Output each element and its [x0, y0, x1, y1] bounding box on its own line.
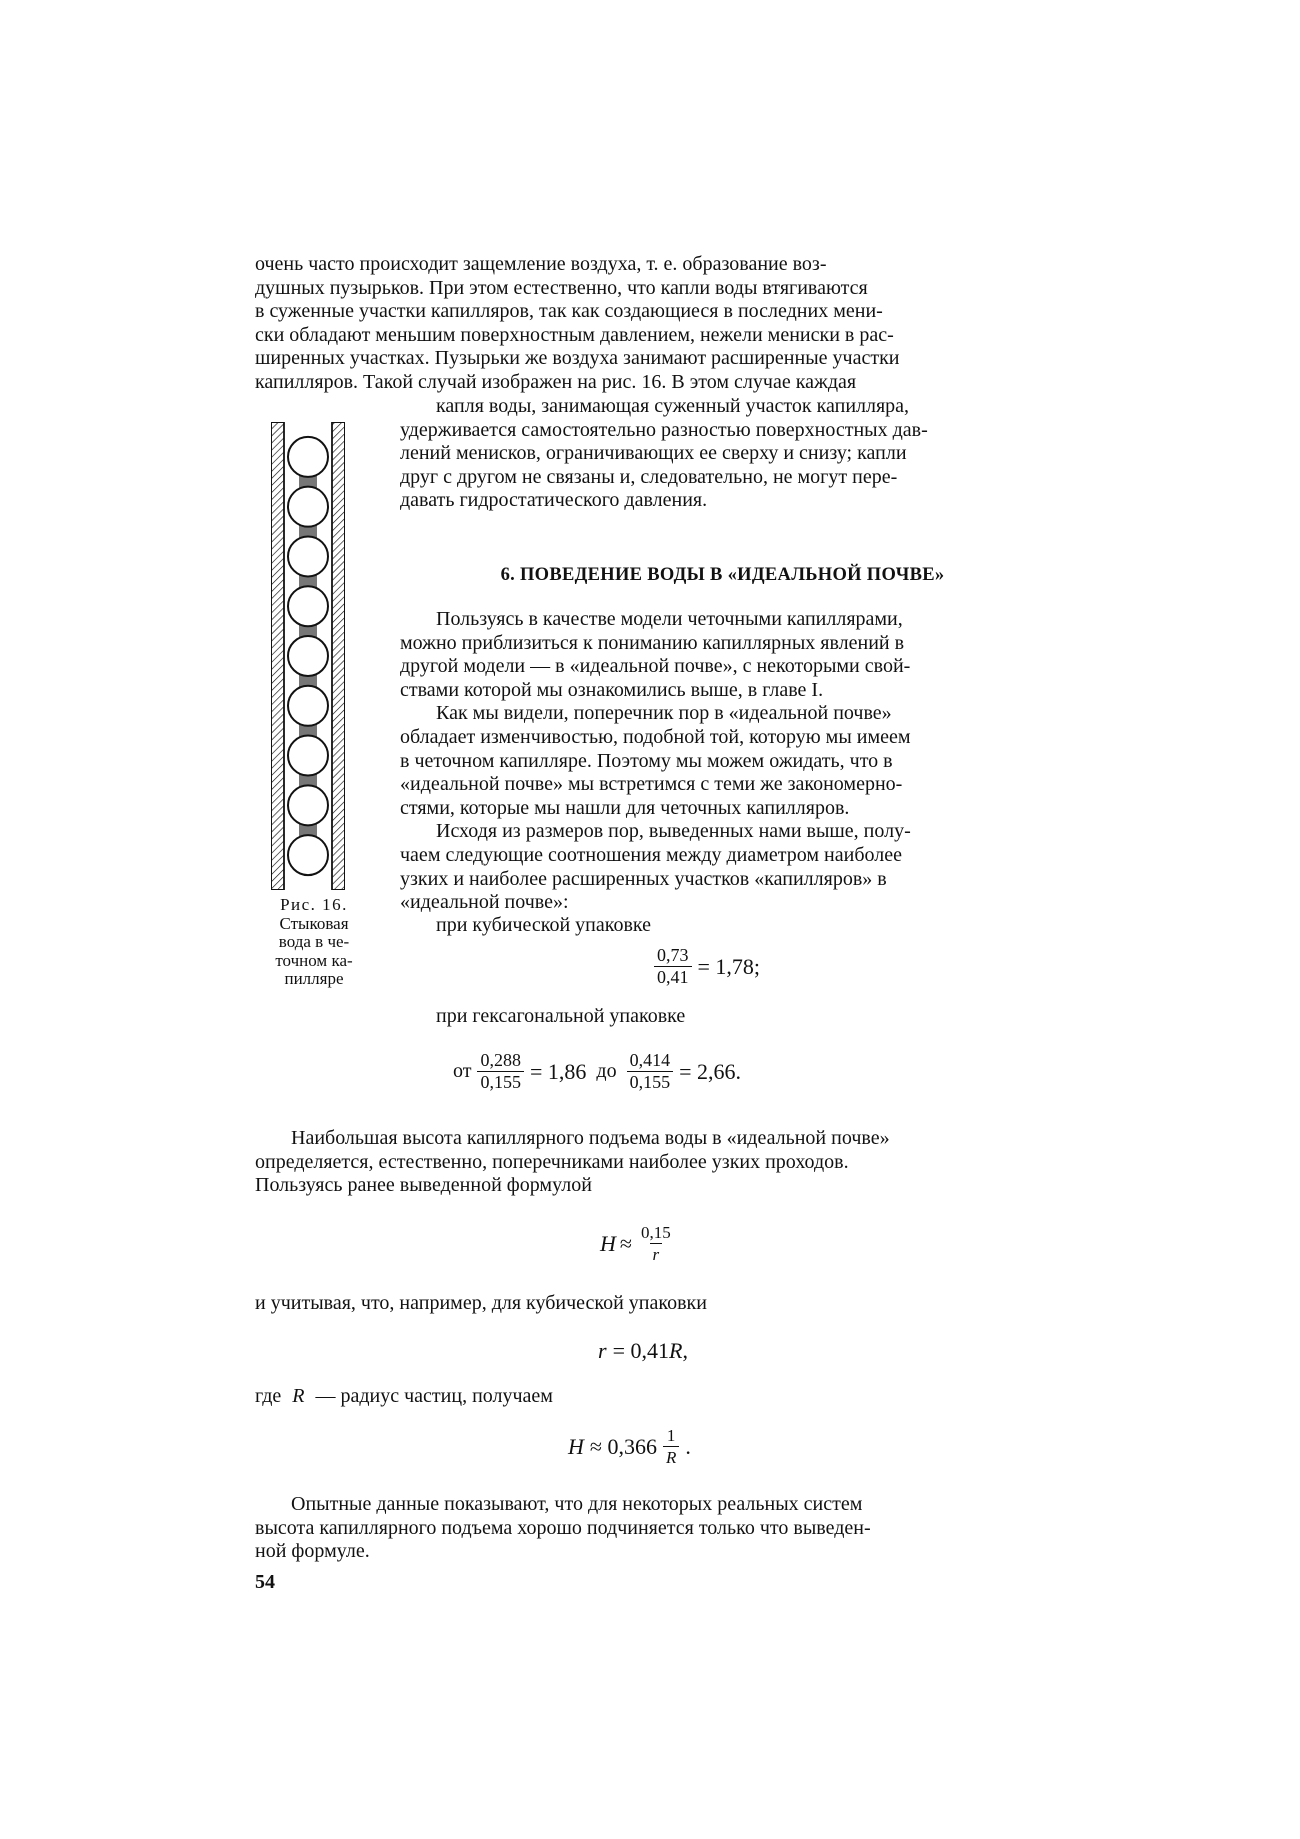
denominator: 0,155: [477, 1071, 524, 1093]
text-line: лений менисков, ограничивающих ее сверху и снизу; капли: [400, 442, 907, 465]
var-R: R: [292, 1385, 305, 1407]
caption-line: точном ка-: [275, 950, 353, 970]
text-line: удерживается самостоятельно разностью поверхностных дав-: [400, 418, 928, 441]
text-line: стями, которые мы нашли для четочных капилляров.: [400, 796, 850, 819]
caption-line: пилляре: [284, 969, 344, 988]
comma: ,: [682, 1338, 688, 1363]
text-line: капля воды, занимающая суженный участок капилляра,: [436, 395, 910, 417]
text-line: Как мы видели, поперечник пор в «идеальной почве»: [436, 702, 892, 725]
text-line: ной формуле.: [255, 1540, 370, 1563]
fraction: [654, 945, 692, 988]
approx-value: ≈ 0,366: [589, 1433, 657, 1459]
fraction: [477, 1050, 524, 1093]
fraction: [663, 1425, 679, 1468]
text-line: ски обладают меньшим поверхностным давлением, нежели мениски в рас-: [255, 323, 894, 346]
max-height-paragraph: [255, 1127, 1045, 1198]
text-line: Пользуясь ранее выведенной формулой: [255, 1174, 592, 1197]
numerator: 0,73: [657, 945, 689, 965]
denominator: 0,41: [654, 966, 692, 988]
result: = 1,86: [529, 1058, 587, 1084]
denominator: 0,155: [627, 1071, 674, 1093]
lhs: H: [600, 1230, 616, 1256]
var-R: R: [668, 1338, 683, 1363]
air-bubble: [288, 437, 328, 477]
considering-line: и учитывая, что, например, для кубической упаковки: [255, 1292, 707, 1314]
formula-height: [600, 1222, 680, 1265]
denominator: [663, 1446, 679, 1468]
top-paragraph: [255, 253, 1045, 395]
formula-hex: [453, 1050, 741, 1093]
text-line: можно приблизиться к пониманию капиллярных явлений в: [400, 631, 905, 654]
period: .: [685, 1433, 691, 1459]
text-line: Исходя из размеров пор, выведенных нами выше, полу-: [436, 820, 911, 843]
formula-height-final: [568, 1425, 691, 1468]
caption-line: вода в че-: [278, 932, 350, 951]
text-line: «идеальной почве» мы встретимся с теми же закономерно-: [400, 773, 903, 796]
text-line: очень часто происходит защемление воздуха, т. е. образование воз-: [255, 253, 827, 275]
text-line: душных пузырьков. При этом естественно, что капли воды втягиваются: [255, 276, 868, 299]
air-bubble: [288, 487, 328, 527]
approx-sign: ≈: [619, 1230, 632, 1256]
text-line: в четочном капилляре. Поэтому мы можем ожидать, что в: [400, 749, 893, 772]
numerator: 0,15: [640, 1223, 671, 1242]
to-word: до: [596, 1060, 617, 1082]
rhs: = 0,41: [612, 1338, 669, 1363]
cubic-label: при кубической упаковке: [436, 914, 651, 936]
text-line: узких и наиболее расширенных участков «капилляров» в: [400, 867, 887, 890]
text-line: давать гидростатического давления.: [400, 489, 708, 512]
denominator: [650, 1243, 663, 1265]
fraction: [638, 1222, 674, 1265]
text-line: высота капиллярного подъема хорошо подчиняется только что выведен-: [255, 1516, 871, 1539]
formula-cubic: [648, 945, 760, 988]
air-bubble: [288, 785, 328, 825]
text-line: Опытные данные показывают, что для некоторых реальных систем: [291, 1493, 863, 1515]
numerator: 0,414: [629, 1050, 671, 1070]
air-bubble: [288, 736, 328, 776]
var-r: r: [652, 1245, 660, 1264]
text-line: чаем следующие соотношения между диаметром наиболее: [400, 843, 902, 866]
text-line: Пользуясь в качестве модели четочными капиллярами,: [436, 608, 903, 630]
result: = 2,66.: [679, 1058, 742, 1084]
text-line: друг с другом не связаны и, следовательно, не могут пере-: [400, 465, 898, 488]
section-paragraphs: [400, 608, 1045, 915]
lhs: r: [598, 1338, 607, 1363]
text-line: ширенных участках. Пузырьки же воздуха занимают расширенные участки: [255, 347, 900, 370]
text-line: в суженные участки капилляров, так как создающиеся в последних мени-: [255, 300, 883, 323]
numerator: 0,288: [480, 1050, 521, 1070]
air-bubble: [288, 586, 328, 626]
section-heading: 6. ПОВЕДЕНИЕ ВОДЫ В «ИДЕАЛЬНОЙ ПОЧВЕ»: [500, 565, 945, 585]
page-number: 54: [255, 1571, 275, 1593]
caption-line: Стыковая: [279, 913, 349, 933]
where-word: где: [255, 1385, 282, 1407]
where-rest: — радиус частиц, получаем: [315, 1385, 553, 1407]
capillary-figure: [271, 422, 345, 890]
air-bubble: [288, 835, 328, 875]
text-line: обладает изменчивостью, подобной той, которую мы имеем: [400, 725, 911, 748]
side-paragraph: [400, 395, 1045, 513]
var-R: R: [665, 1448, 677, 1467]
hex-label: при гексагональной упаковке: [436, 1005, 686, 1027]
text-line: капилляров. Такой случай изображен на рис. 16. В этом случае каждая: [255, 370, 857, 393]
text-line: определяется, естественно, поперечниками наиболее узких проходов.: [255, 1150, 849, 1173]
lhs: H: [568, 1433, 584, 1459]
text-line: «идеальной почве»:: [400, 891, 569, 914]
figure-caption: [258, 896, 370, 989]
from-word: от: [453, 1060, 472, 1082]
text-line: другой модели — в «идеальной почве», с некоторыми свой-: [400, 655, 911, 678]
air-bubble: [288, 536, 328, 576]
text-line: ствами которой мы ознакомились выше, в главе I.: [400, 678, 824, 701]
where-line: [255, 1385, 553, 1408]
fraction: [627, 1050, 674, 1093]
numerator: 1: [666, 1426, 676, 1445]
air-bubble: [288, 686, 328, 726]
air-bubble: [288, 636, 328, 676]
text-line: Наибольшая высота капиллярного подъема воды в «идеальной почве»: [291, 1127, 890, 1149]
result: = 1,78;: [697, 953, 761, 979]
final-paragraph: [255, 1493, 1045, 1564]
figure-number: Рис. 16.: [280, 895, 348, 914]
formula-radius: [598, 1338, 688, 1364]
